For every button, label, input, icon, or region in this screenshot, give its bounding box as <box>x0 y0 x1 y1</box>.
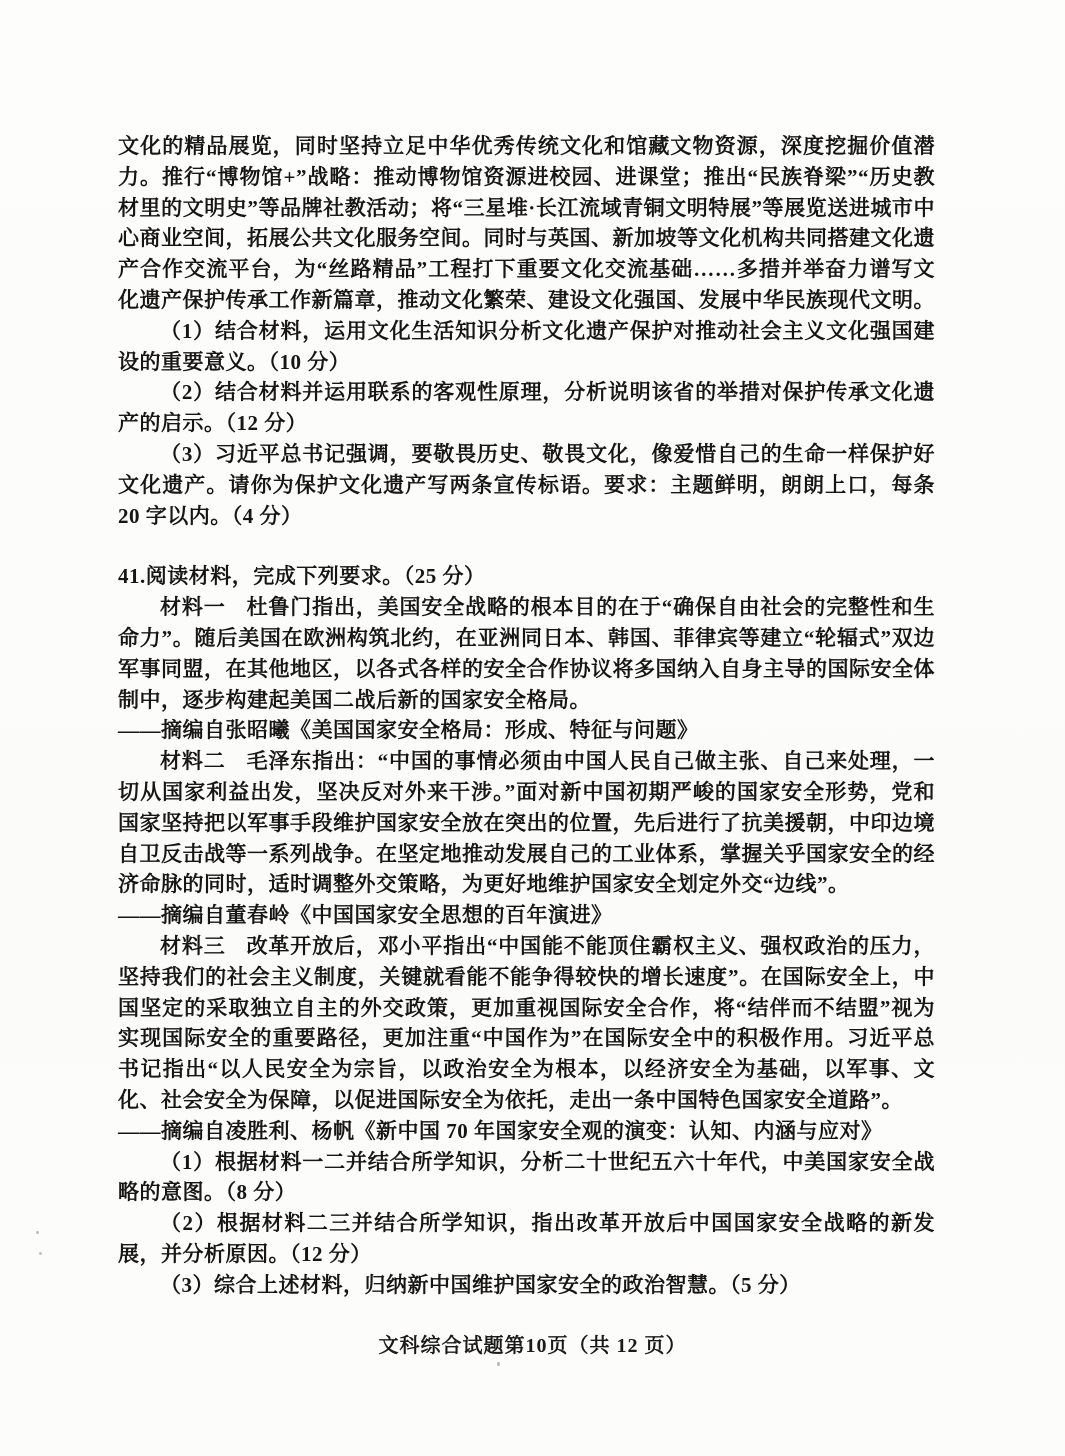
question-40-continuation: 文化的精品展览，同时坚持立足中华优秀传统文化和馆藏文物资源，深度挖掘价值潜力。推行“博物馆+”战略：推动博物馆资源进校园、进课堂；推出“民族脊梁”“历史教材里的文明史”等品牌社教活动；将“三星堆·长江流域青铜文明特展”等展览送进城市中心商业空间，拓展公共文化服务空间。同时与英国、新加坡等文化机构共同搭建文化遗产合作交流平台，为“丝路精品”工程打下重要文化交流基础……多措并举奋力谱写文化遗产保护传承工作新篇章，推动文化繁荣、建设文化强国、发展中华民族现代文明。 <box>118 134 935 312</box>
scan-speck <box>497 1362 500 1366</box>
question-40-sub-1: （1）结合材料，运用文化生活知识分析文化遗产保护对推动社会主义文化强国建设的重要意义。（10 分） <box>118 318 935 374</box>
material-3-text: 改革开放后，邓小平指出“中国能不能顶住霸权主义、强权政治的压力，坚持我们的社会主义制度，关键就看能不能争得较快的增长速度”。在国际安全上，中国坚定的采取独立自主的外交政策，更加重视国际安全合作，将“结伴而不结盟”视为实现国际安全的重要路径，更加注重“中国作为”在国际安全中的积极作用。习近平总书记指出“以人民安全为宗旨，以政治安全为根本，以经济安全为基础，以军事、文化、社会安全为保障，以促进国际安全为依托，走出一条中国特色国家安全道路”。 <box>118 933 936 1112</box>
question-41-sub-3: （3）综合上述材料，归纳新中国维护国家安全的政治智慧。（5 分） <box>160 1272 801 1297</box>
exam-text-block <box>118 131 935 1300</box>
question-41-material-2 <box>118 746 935 900</box>
question-40-sub-2: （2）结合材料并运用联系的客观性原理，分析说明该省的举措对保护传承文化遗产的启示。（12 分） <box>118 380 935 436</box>
material-3-label: 材料三 <box>160 933 226 958</box>
material-2-source: ——摘编自董春岭《中国国家安全思想的百年演进》 <box>118 903 613 928</box>
page-footer: 文科综合试题第10页（共 12 页） <box>378 1335 687 1357</box>
question-41-stem: 41.阅读材料，完成下列要求。（25 分） <box>118 564 486 589</box>
question-41-material-1 <box>118 592 935 715</box>
material-1-source: ——摘编自张昭曦《美国国家安全格局：形成、特征与问题》 <box>118 718 699 743</box>
material-1-label: 材料一 <box>160 595 226 620</box>
material-3-source: ——摘编自凌胜利、杨帆《新中国 70 年国家安全观的演变：认知、内涵与应对》 <box>118 1118 883 1143</box>
question-41 <box>118 561 935 1300</box>
question-41-sub-2: （2）根据材料二三并结合所学知识，指出改革开放后中国国家安全战略的新发展，并分析原因。（12 分） <box>118 1211 935 1266</box>
scan-speck <box>39 1252 42 1255</box>
material-2-text: 毛泽东指出：“中国的事情必须由中国人民自己做主张、自己来处理，一切从国家利益出发，坚决反对外来干涉。”面对新中国初期严峻的国家安全形势，党和国家坚持把以军事手段维护国家安全放在突出的位置，先后进行了抗美援朝，中印边境自卫反击战等一系列战争。在坚定地推动发展自己的工业体系，掌握关乎国家安全的经济命脉的同时，适时调整外交策略，为更好地维护国家安全划定外交“边线”。 <box>118 749 936 897</box>
scan-speck <box>36 1231 39 1234</box>
question-41-sub-1: （1）根据材料一二并结合所学知识，分析二十世纪五六十年代，中美国家安全战略的意图。（8 分） <box>118 1149 935 1205</box>
question-41-material-3 <box>118 931 935 1116</box>
question-40-sub-3: （3）习近平总书记强调，要敬畏历史、敬畏文化，像爱惜自己的生命一样保护好文化遗产。请你为保护文化遗产写两条宣传标语。要求：主题鲜明，朗朗上口，每条 20 字以内。（4 分） <box>118 441 935 528</box>
material-2-label: 材料二 <box>160 749 226 774</box>
material-1-text: 杜鲁门指出，美国安全战略的根本目的在于“确保自由社会的完整性和生命力”。随后美国在欧洲构筑北约，在亚洲同日本、韩国、菲律宾等建立“轮辐式”双边军事同盟，在其他地区，以各式各样的安全合作协议将多国纳入自身主导的国际安全体制中，逐步构建起美国二战后新的国家安全格局。 <box>118 595 936 712</box>
